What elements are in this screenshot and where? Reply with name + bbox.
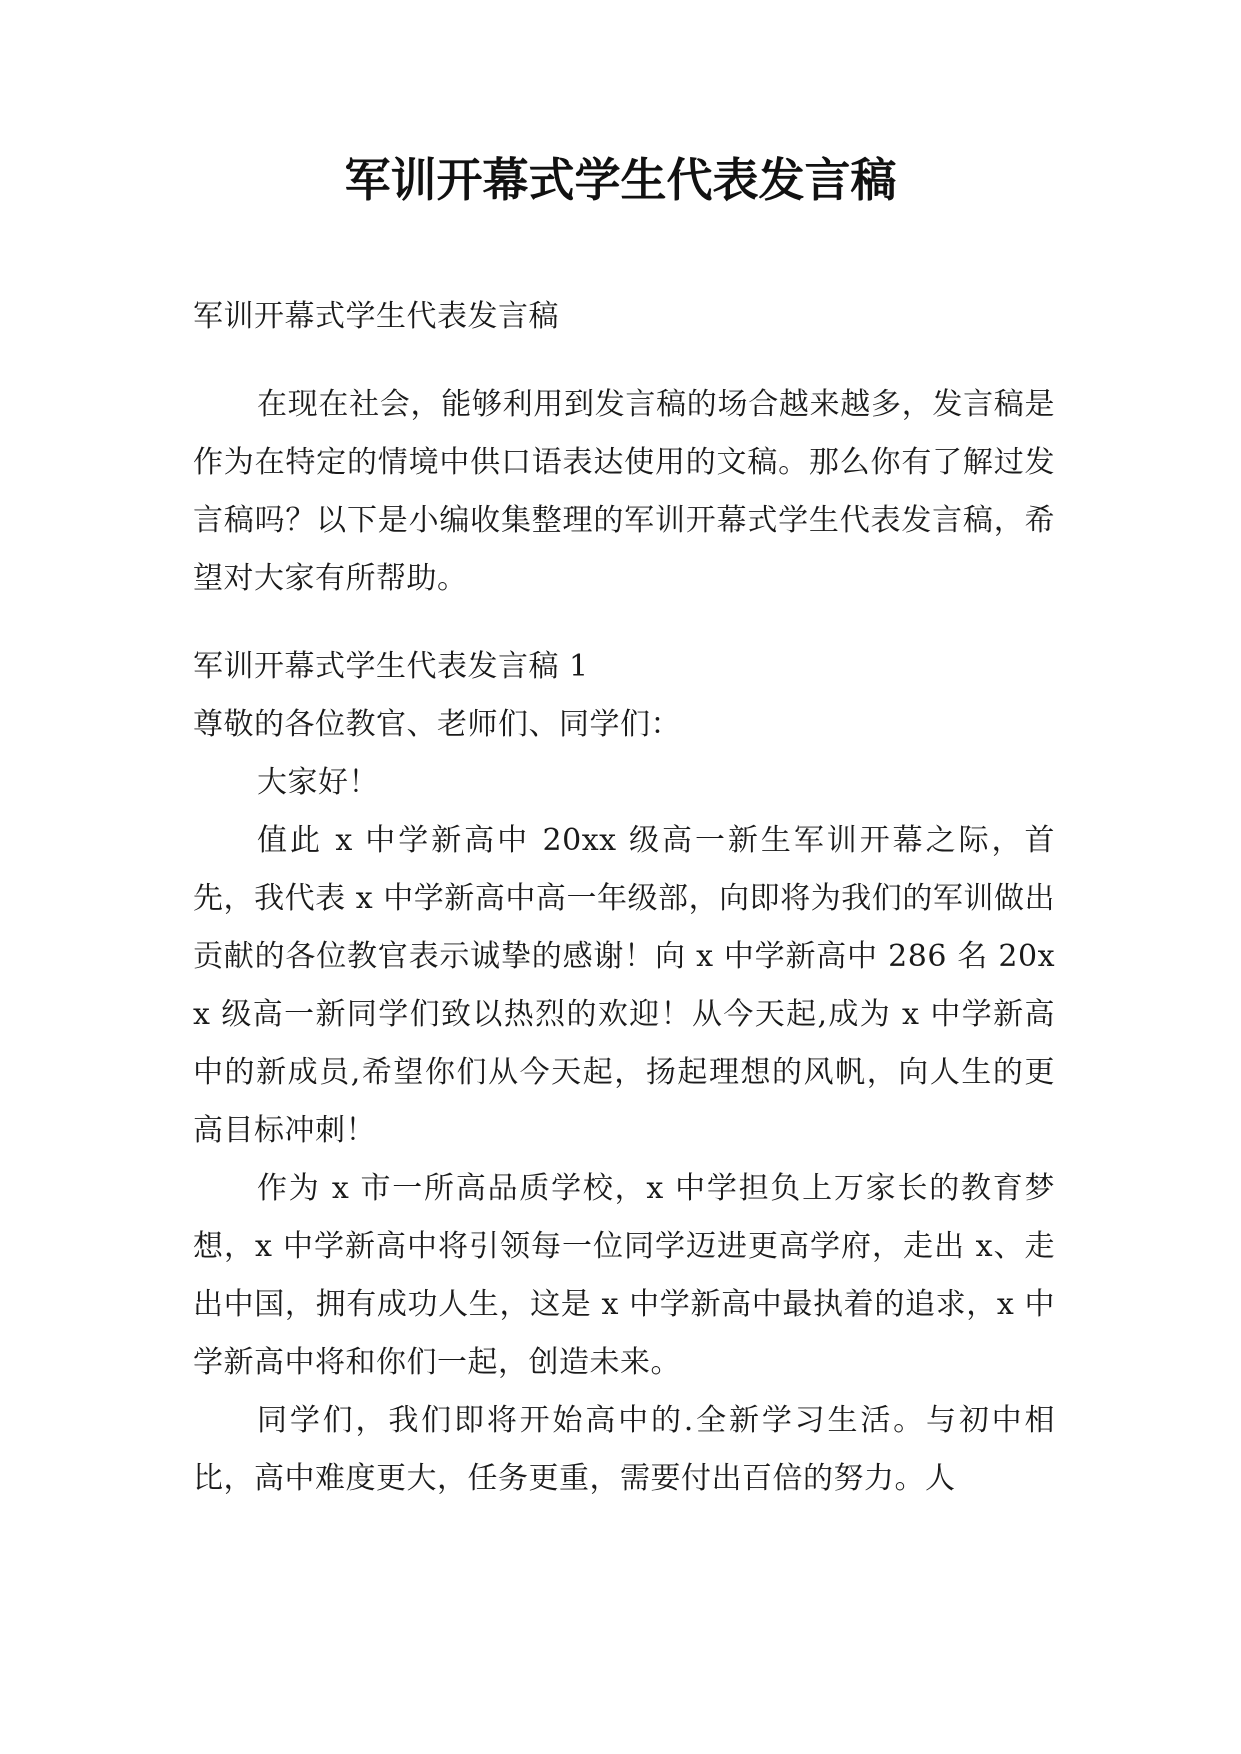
body-paragraph: 同学们，我们即将开始高中的.全新学习生活。与初中相比，高中难度更大，任务更重，需要付出百倍的努力。人 xyxy=(193,1403,1055,1496)
salutation: 尊敬的各位教官、老师们、同学们： xyxy=(193,707,681,742)
document-subtitle: 军训开幕式学生代表发言稿 xyxy=(193,299,559,334)
greeting: 大家好！ xyxy=(257,765,379,800)
body-paragraph: 值此 x 中学新高中 20xx 级高一新生军训开幕之际，首先，我代表 x 中学新高中高一年级部，向即将为我们的军训做出贡献的各位教官表示诚挚的感谢！向 x 中学新高中 286 名 20xx 级高一新同学们致以热烈的欢迎！从今天起,成为 x 中学新高中的新成员,希望你们从今天起，扬起理想的风帆，向人生的更高目标冲刺！ xyxy=(193,823,1055,1148)
document-body xyxy=(193,288,1055,1508)
section-heading: 军训开幕式学生代表发言稿 1 xyxy=(193,649,589,684)
document-title: 军训开幕式学生代表发言稿 xyxy=(344,153,897,207)
intro-paragraph: 在现在社会，能够利用到发言稿的场合越来越多，发言稿是作为在特定的情境中供口语表达使用的文稿。那么你有了解过发言稿吗？以下是小编收集整理的军训开幕式学生代表发言稿，希望对大家有所帮助。 xyxy=(193,387,1055,596)
spacer xyxy=(193,608,1055,638)
body-paragraph: 作为 x 市一所高品质学校，x 中学担负上万家长的教育梦想，x 中学新高中将引领每一位同学迈进更高学府，走出 x、走出中国，拥有成功人生，这是 x 中学新高中最执着的追求，x 中学新高中将和你们一起，创造未来。 xyxy=(193,1171,1055,1380)
spacer xyxy=(193,346,1055,376)
